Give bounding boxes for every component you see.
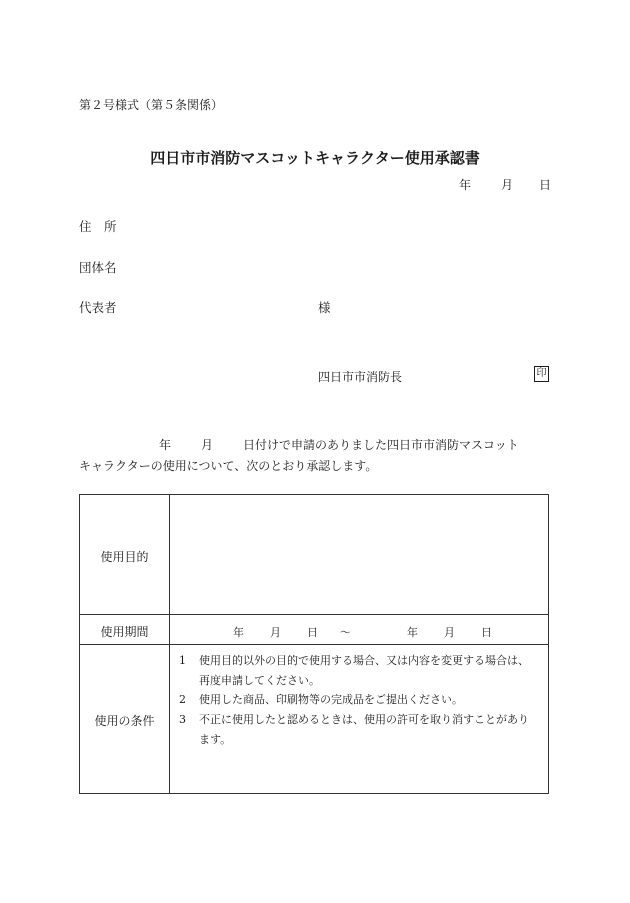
condition-item [179, 711, 529, 727]
group-name-label: 団体名 [79, 260, 117, 275]
usage-table [79, 494, 549, 794]
condition-item [179, 691, 463, 707]
condition-text-continued: ます。 [199, 733, 232, 746]
condition-number: 2 [179, 693, 186, 706]
purpose-label: 使用目的 [100, 550, 149, 564]
condition-text: 使用目的以外の目的で使用する場合、又は内容を変更する場合は、 [199, 654, 529, 667]
date-month-label: 月 [501, 178, 514, 192]
condition-text: 使用した商品、印刷物等の完成品をご提出ください。 [199, 693, 463, 706]
table-row-divider [80, 644, 548, 645]
honorific: 様 [318, 300, 331, 315]
body-line-2: キャラクターの使用について、次のとおり承認します。 [79, 459, 378, 473]
period-start-month: 月 [270, 626, 281, 639]
period-end-year: 年 [407, 626, 418, 639]
address-label: 住 所 [79, 219, 117, 234]
seal-mark: 印 [534, 366, 549, 382]
period-start-year: 年 [233, 626, 244, 639]
condition-text-continued: 再度申請してください。 [199, 674, 320, 687]
date-day-label: 日 [539, 178, 552, 192]
body-year: 年 [159, 438, 172, 452]
date-year-label: 年 [459, 178, 472, 192]
document-title: 四日市市消防マスコットキャラクター使用承認書 [150, 149, 480, 167]
condition-item [179, 652, 529, 668]
period-end-month: 月 [444, 626, 455, 639]
condition-text: 不正に使用したと認めるときは、使用の許可を取り消すことがあり [199, 713, 529, 726]
issuer-name: 四日市市消防長 [318, 370, 403, 384]
purpose-field[interactable] [170, 495, 548, 614]
period-start-day: 日 [307, 626, 318, 639]
period-end-day: 日 [481, 626, 492, 639]
body-month: 月 [201, 438, 214, 452]
form-number: 第２号様式（第５条関係） [79, 98, 224, 112]
representative-label: 代表者 [79, 300, 117, 315]
period-label: 使用期間 [100, 625, 149, 639]
condition-number: 1 [179, 654, 186, 667]
body-line-1: 日付けで申請のありました四日市市消防マスコット [243, 438, 519, 452]
conditions-label: 使用の条件 [94, 714, 155, 728]
period-tilde: ～ [340, 626, 351, 639]
condition-number: 3 [179, 713, 186, 726]
table-row-divider [80, 614, 548, 615]
